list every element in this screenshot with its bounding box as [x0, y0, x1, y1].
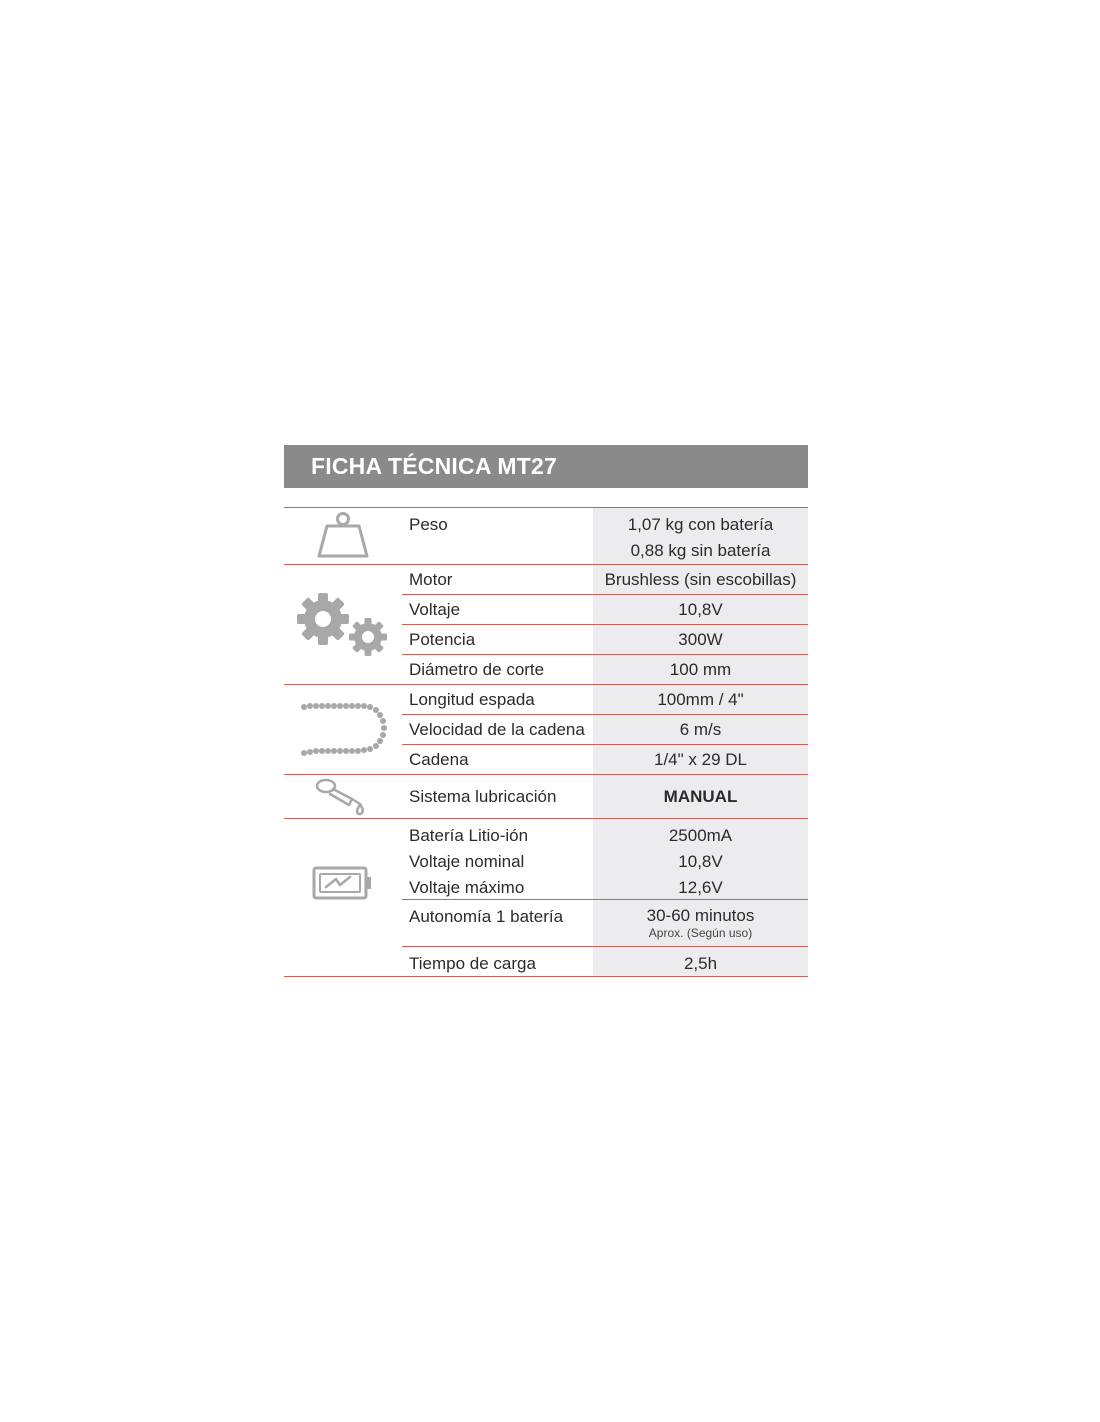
spec-label: Voltaje — [409, 600, 461, 619]
oil-can-icon — [284, 775, 402, 818]
spec-label: Autonomía 1 batería — [409, 907, 564, 926]
spec-label: Cadena — [409, 750, 469, 769]
spec-row — [402, 594, 808, 624]
spec-value: 100 mm — [593, 655, 808, 684]
spec-label: Voltaje máximo — [409, 878, 525, 897]
spec-row — [402, 654, 808, 684]
table-bottom-divider — [284, 976, 808, 977]
spec-row — [402, 624, 808, 654]
spec-value: Brushless (sin escobillas) — [593, 565, 808, 594]
spec-row — [402, 899, 808, 946]
spec-sheet — [284, 445, 808, 977]
weight-icon — [284, 508, 402, 564]
spec-value: 6 m/s — [593, 715, 808, 744]
gears-icon — [284, 565, 402, 684]
spec-row — [402, 946, 808, 976]
spec-value-stack — [593, 819, 808, 899]
spec-value-note: Aprox. (Según uso) — [648, 926, 753, 940]
spec-value: 1/4" x 29 DL — [593, 745, 808, 774]
spec-label: Longitud espada — [409, 690, 535, 709]
spec-label: Velocidad de la cadena — [409, 720, 585, 739]
spec-row — [402, 775, 808, 818]
spec-value: 2,5h — [593, 947, 808, 976]
spec-label: Motor — [409, 570, 453, 589]
spec-row — [402, 685, 808, 714]
group-weight — [284, 507, 808, 564]
spec-value: 10,8V — [678, 852, 723, 871]
group-lubrication — [284, 774, 808, 818]
spec-value: 12,6V — [678, 878, 723, 897]
spec-label: Sistema lubricación — [409, 787, 557, 806]
spec-row — [402, 714, 808, 744]
spec-label-stack — [402, 819, 593, 899]
spec-value — [593, 900, 808, 946]
spec-label: Tiempo de carga — [409, 954, 536, 973]
spec-value-line1: 1,07 kg con batería — [627, 515, 774, 534]
spec-value: 100mm / 4" — [593, 685, 808, 714]
spec-value: 2500mA — [668, 826, 733, 845]
chain-icon — [284, 685, 402, 774]
group-battery — [284, 818, 808, 976]
spec-label: Batería Litio-ión — [409, 826, 529, 845]
spec-row — [402, 744, 808, 774]
spec-row — [402, 565, 808, 594]
spec-value-main: 30-60 minutos — [646, 906, 755, 925]
spec-row — [402, 508, 808, 564]
spec-value: MANUAL — [593, 775, 808, 818]
group-chain — [284, 684, 808, 774]
spec-label: Peso — [409, 515, 448, 534]
spec-label: Voltaje nominal — [409, 852, 525, 871]
spec-label: Diámetro de corte — [409, 660, 545, 679]
page-title: FICHA TÉCNICA MT27 — [311, 453, 557, 479]
spec-value: 10,8V — [593, 595, 808, 624]
spec-value: 300W — [593, 625, 808, 654]
spec-value-line2: 0,88 kg sin batería — [630, 541, 771, 560]
spec-value — [593, 508, 808, 564]
spec-label: Potencia — [409, 630, 476, 649]
battery-icon — [284, 819, 402, 946]
spec-row-group — [402, 819, 808, 899]
spec-sheet-header — [284, 445, 808, 488]
group-motor — [284, 564, 808, 684]
